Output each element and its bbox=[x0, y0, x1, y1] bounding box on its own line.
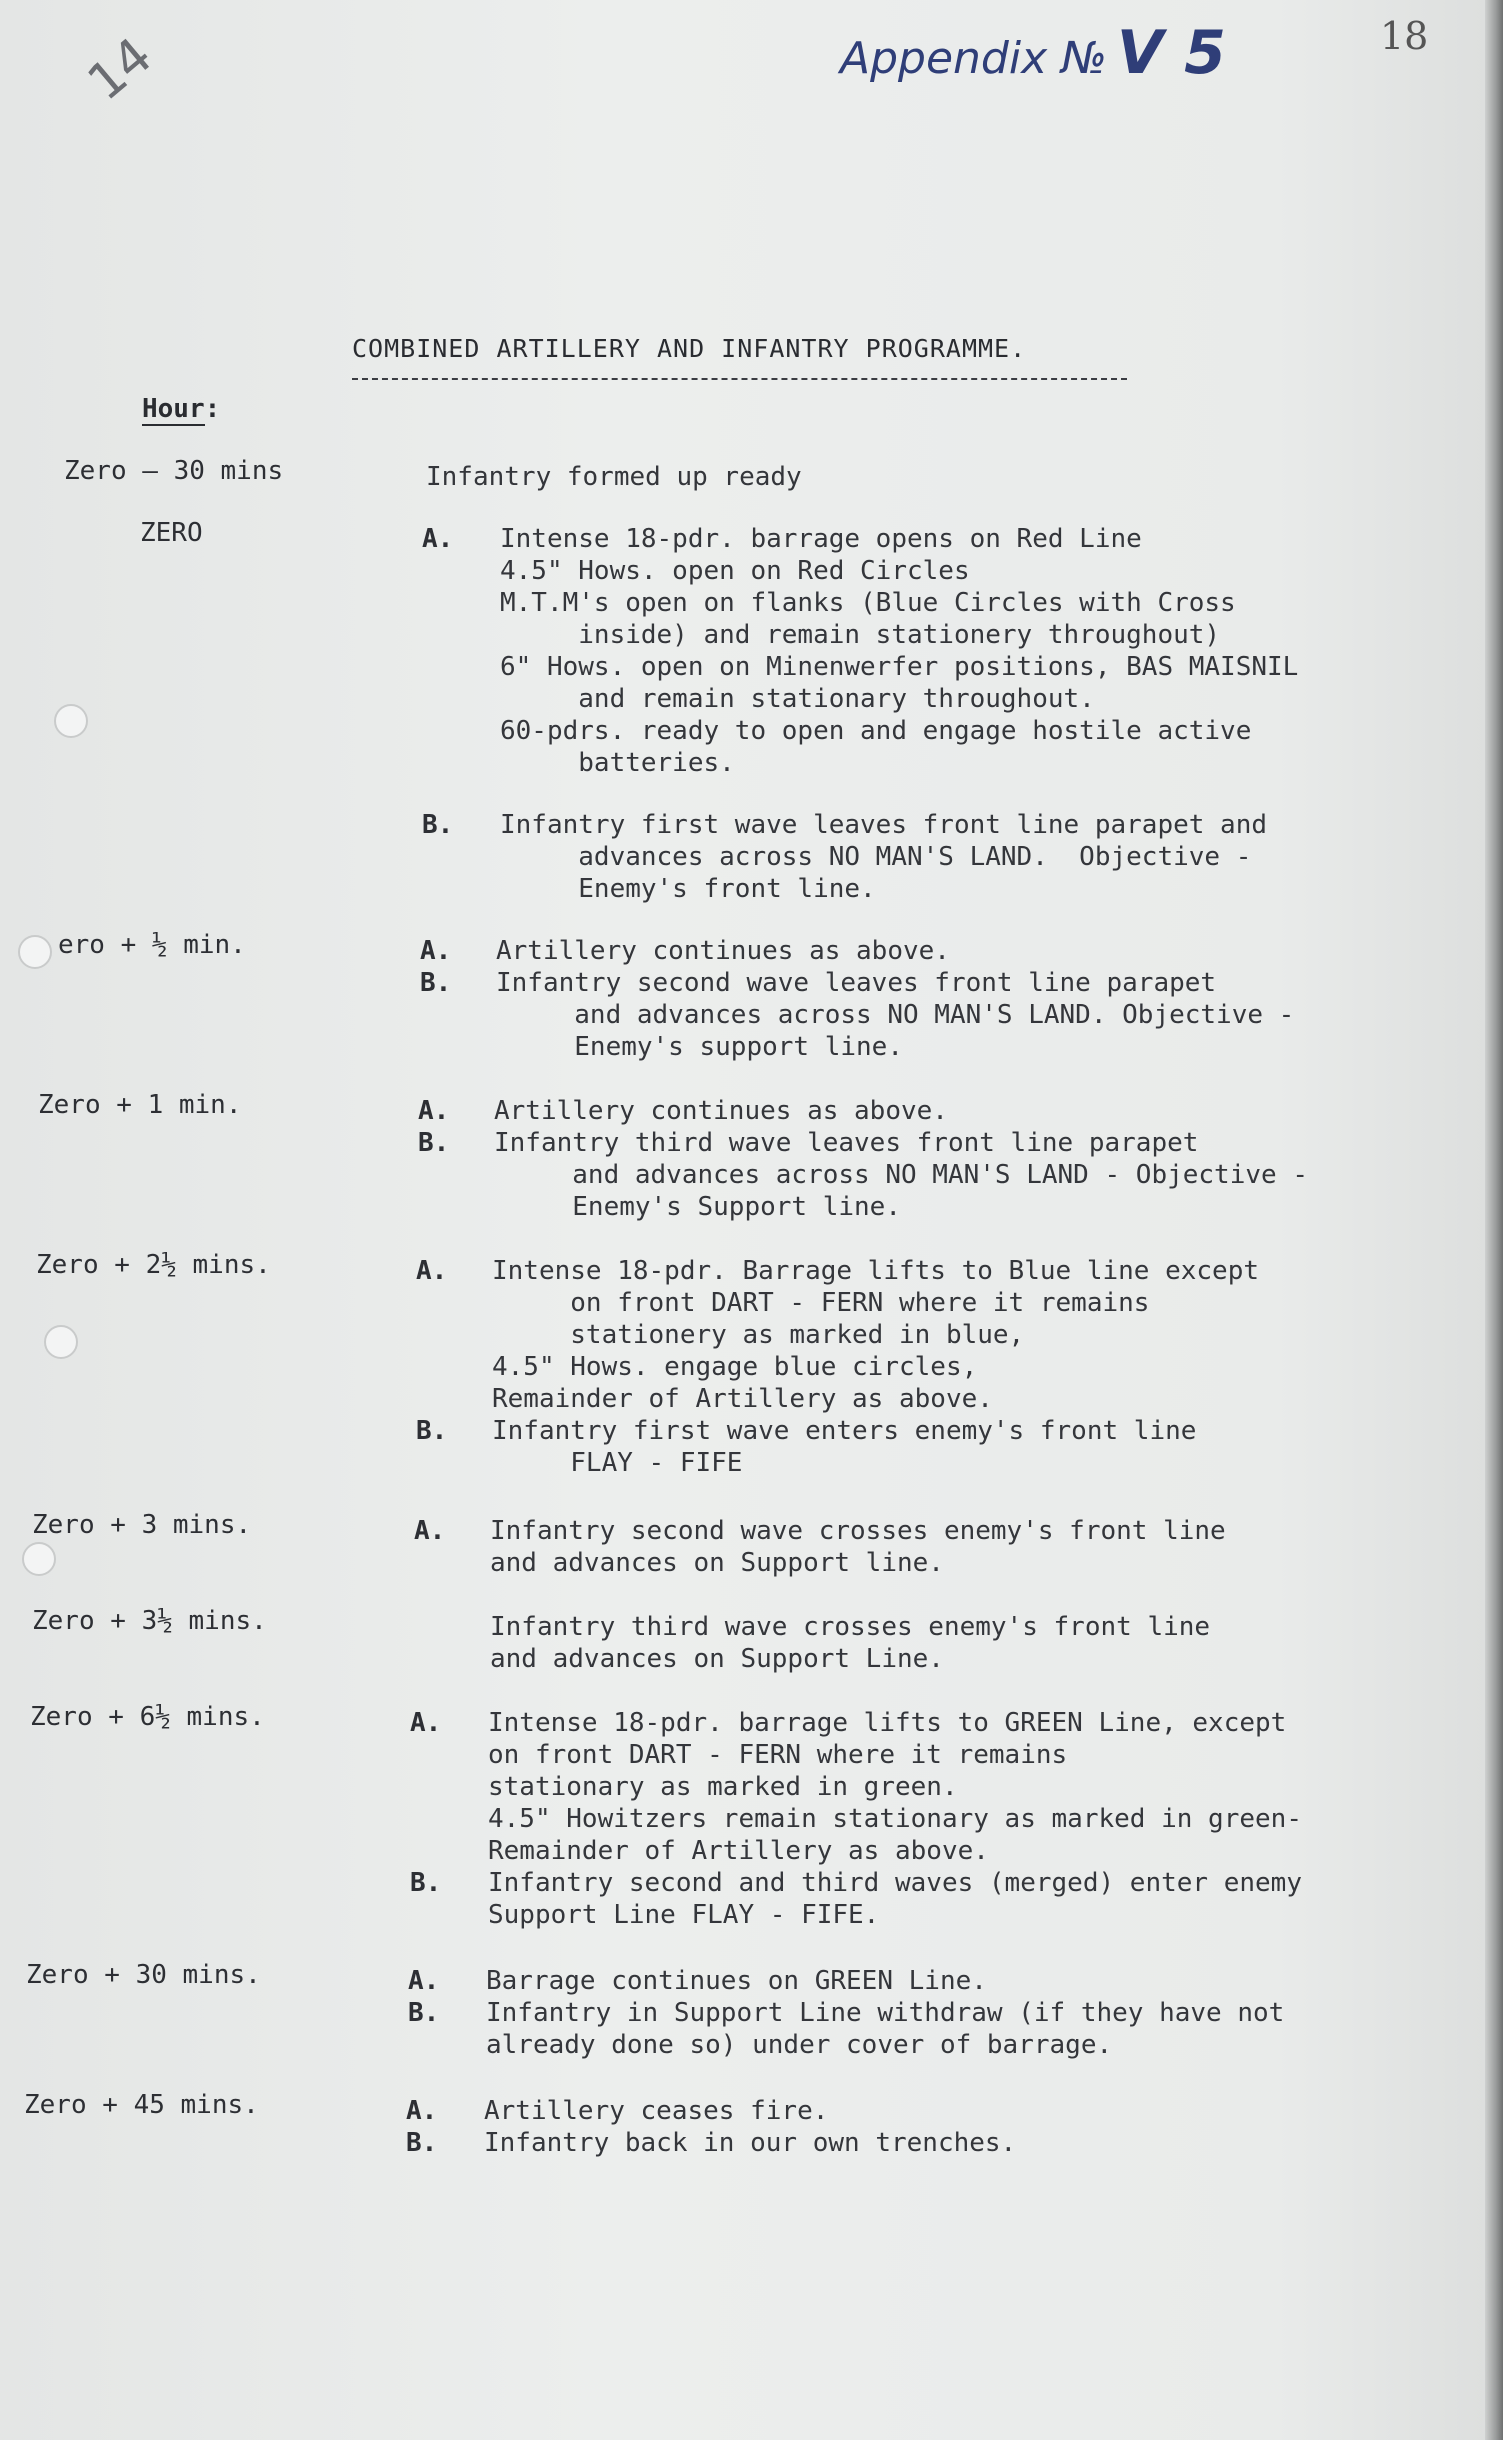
entry-time: Zero + 1 min. bbox=[38, 1090, 242, 1120]
punch-hole bbox=[18, 935, 52, 969]
punch-hole bbox=[54, 704, 88, 738]
entry-time: Zero + 3½ mins. bbox=[32, 1606, 267, 1636]
entry-text: and advances across NO MAN'S LAND - Objective - bbox=[494, 1160, 1308, 1190]
page-edge-shadow bbox=[1485, 0, 1503, 2440]
entry-text: Enemy's Support line. bbox=[494, 1192, 901, 1222]
entry-letter: A. bbox=[418, 1096, 450, 1126]
entry-text: inside) and remain stationery throughout) bbox=[500, 620, 1221, 650]
punch-hole bbox=[22, 1542, 56, 1576]
entry-letter: B. bbox=[410, 1868, 442, 1898]
entry-letter: A. bbox=[420, 936, 452, 966]
entry-text: Infantry formed up ready bbox=[426, 462, 802, 492]
entry-text: Barrage continues on GREEN Line. bbox=[486, 1966, 987, 1996]
entry-text: on front DART - FERN where it remains bbox=[488, 1740, 1068, 1770]
entry-text: Infantry back in our own trenches. bbox=[484, 2128, 1017, 2158]
entry-letter: A. bbox=[410, 1708, 442, 1738]
entry-text: and advances on Support line. bbox=[490, 1548, 944, 1578]
entry-letter: B. bbox=[408, 1998, 440, 2028]
entry-text: Artillery continues as above. bbox=[496, 936, 950, 966]
entry-letter: A. bbox=[406, 2096, 438, 2126]
entry-text: Remainder of Artillery as above. bbox=[488, 1836, 989, 1866]
entry-letter: B. bbox=[418, 1128, 450, 1158]
hour-column-heading: Hour: bbox=[142, 394, 221, 424]
entry-text: stationary as marked in green. bbox=[488, 1772, 958, 1802]
entry-text: and advances across NO MAN'S LAND. Objective - bbox=[496, 1000, 1295, 1030]
entry-text: and advances on Support Line. bbox=[490, 1644, 944, 1674]
entry-text: and remain stationary throughout. bbox=[500, 684, 1095, 714]
entry-time: Zero + 6½ mins. bbox=[30, 1702, 265, 1732]
entry-text: Infantry second wave leaves front line parapet bbox=[496, 968, 1217, 998]
entry-text: Infantry third wave crosses enemy's front line bbox=[490, 1612, 1211, 1642]
entry-text: Intense 18-pdr. Barrage lifts to Blue line except bbox=[492, 1256, 1260, 1286]
entry-text: stationery as marked in blue, bbox=[492, 1320, 1025, 1350]
entry-text: on front DART - FERN where it remains bbox=[492, 1288, 1150, 1318]
entry-text: Infantry first wave leaves front line parapet and bbox=[500, 810, 1268, 840]
entry-text: Intense 18-pdr. barrage opens on Red Line bbox=[500, 524, 1142, 554]
entry-letter: A. bbox=[416, 1256, 448, 1286]
entry-text: 4.5" Hows. open on Red Circles bbox=[500, 556, 970, 586]
entry-time: ZERO bbox=[140, 518, 203, 548]
entry-text: 6" Hows. open on Minenwerfer positions, BAS MAISNIL bbox=[500, 652, 1299, 682]
entry-time: ero + ½ min. bbox=[58, 930, 246, 960]
entry-text: Artillery continues as above. bbox=[494, 1096, 948, 1126]
entry-time: Zero + 45 mins. bbox=[24, 2090, 259, 2120]
entry-letter: B. bbox=[420, 968, 452, 998]
entry-text: Support Line FLAY - FIFE. bbox=[488, 1900, 880, 1930]
entry-letter: A. bbox=[408, 1966, 440, 1996]
entry-time: Zero + 2½ mins. bbox=[36, 1250, 271, 1280]
entry-time: Zero + 30 mins. bbox=[26, 1960, 261, 1990]
entry-text: Infantry second wave crosses enemy's front line bbox=[490, 1516, 1226, 1546]
entry-text: advances across NO MAN'S LAND. Objective - bbox=[500, 842, 1252, 872]
title-underline bbox=[352, 378, 1127, 380]
appendix-label: Appendix № bbox=[840, 33, 1107, 84]
entry-letter: B. bbox=[422, 810, 454, 840]
entry-text: 4.5" Hows. engage blue circles, bbox=[492, 1352, 978, 1382]
entry-text: Infantry second and third waves (merged) enter enemy bbox=[488, 1868, 1302, 1898]
entry-letter: A. bbox=[422, 524, 454, 554]
appendix-number: V 5 bbox=[1116, 18, 1226, 88]
entry-text: 60-pdrs. ready to open and engage hostile active bbox=[500, 716, 1252, 746]
entry-text: 4.5" Howitzers remain stationary as marked in green- bbox=[488, 1804, 1302, 1834]
entry-letter: A. bbox=[414, 1516, 446, 1546]
document-title: COMBINED ARTILLERY AND INFANTRY PROGRAMME. bbox=[352, 334, 1027, 363]
entry-letter: B. bbox=[406, 2128, 438, 2158]
entry-text: Artillery ceases fire. bbox=[484, 2096, 829, 2126]
entry-text: Infantry in Support Line withdraw (if they have not bbox=[486, 1998, 1285, 2028]
entry-text: Infantry third wave leaves front line parapet bbox=[494, 1128, 1199, 1158]
entry-text: Enemy's support line. bbox=[496, 1032, 903, 1062]
entry-text: FLAY - FIFE bbox=[492, 1448, 743, 1478]
entry-text: Infantry first wave enters enemy's front line bbox=[492, 1416, 1197, 1446]
entry-letter: B. bbox=[416, 1416, 448, 1446]
entry-text: already done so) under cover of barrage. bbox=[486, 2030, 1113, 2060]
punch-hole bbox=[44, 1325, 78, 1359]
entry-text: Remainder of Artillery as above. bbox=[492, 1384, 993, 1414]
entry-text: Intense 18-pdr. barrage lifts to GREEN Line, except bbox=[488, 1708, 1287, 1738]
folio-number: 14 bbox=[76, 26, 163, 112]
entry-text: Enemy's front line. bbox=[500, 874, 876, 904]
appendix-heading bbox=[840, 18, 1226, 88]
entry-text: M.T.M's open on flanks (Blue Circles with Cross bbox=[500, 588, 1236, 618]
page-number: 18 bbox=[1380, 14, 1429, 58]
entry-time: Zero — 30 mins bbox=[64, 456, 284, 486]
entry-time: Zero + 3 mins. bbox=[32, 1510, 252, 1540]
entry-text: batteries. bbox=[500, 748, 735, 778]
